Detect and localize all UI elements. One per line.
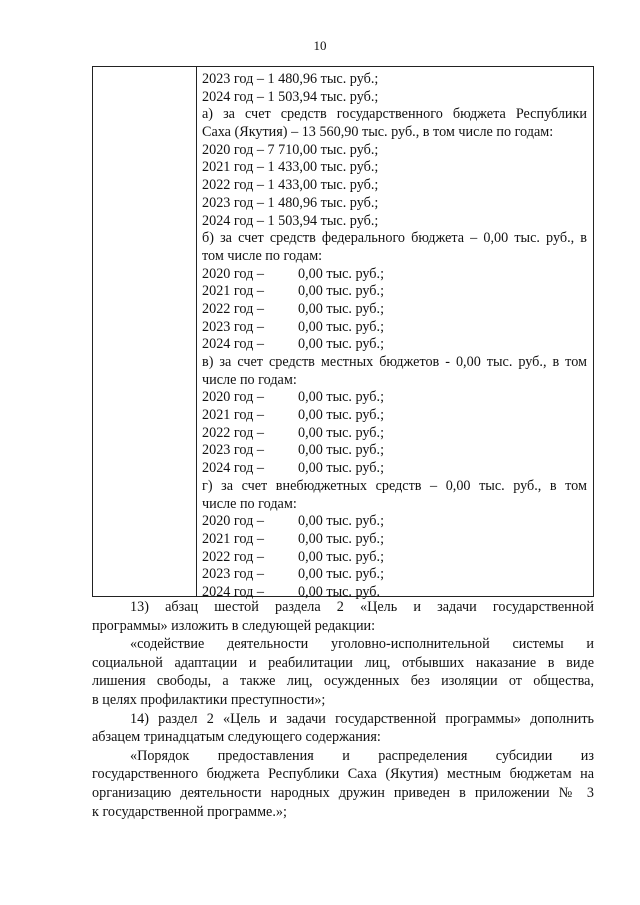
table-line: 2023 год – 1 480,96 тыс. руб.; [202,194,379,211]
year-label: 2022 год – [202,300,264,317]
table-line: 2024 год – 1 503,94 тыс. руб.; [202,88,379,105]
amount-value: 0,00 тыс. руб.; [298,548,385,565]
table-line: в) за счет средств местных бюджетов - 0,00 тыс. руб., в том [202,354,587,370]
amendment-text [92,598,594,821]
year-label: 2024 год – [202,460,264,477]
year-label: 2021 год – [202,530,264,547]
amount-value: 0,00 тыс. руб.; [298,300,385,317]
amount-value: 0,00 тыс. руб.; [298,407,385,424]
paragraph-line: в целях профилактики преступности»; [92,691,326,708]
table-line [202,549,587,567]
table-line [202,442,587,460]
table-line [202,531,587,549]
paragraph-line: программы» изложить в следующей редакции: [92,617,376,634]
table-line [202,566,587,584]
table-line: а) за счет средств государственного бюджета Республики [202,106,587,123]
table-line: 2021 год – 1 433,00 тыс. руб.; [202,159,379,176]
amount-value: 0,00 тыс. руб.; [298,513,385,530]
amount-value: 0,00 тыс. руб.; [298,460,385,477]
table-line [202,460,587,478]
year-label: 2024 год – [202,336,264,353]
year-label: 2020 год – [202,265,264,282]
amount-value: 0,00 тыс. руб.; [298,265,385,282]
year-label: 2021 год – [202,407,264,424]
table-right-cell [202,71,587,602]
table-line: 2024 год – 1 503,94 тыс. руб.; [202,212,379,229]
table-left-cell [93,67,197,596]
table-line [202,301,587,319]
year-label: 2020 год – [202,389,264,406]
year-label: 2023 год – [202,442,264,459]
paragraph-line: государственного бюджета Республики Саха (Якутия) местным бюджетам на [92,766,594,783]
funding-table [92,66,594,600]
table-line: 2023 год – 1 480,96 тыс. руб.; [202,71,379,87]
paragraph-line: к государственной программе.»; [92,803,287,820]
table-line [202,319,587,337]
amount-value: 0,00 тыс. руб.; [298,530,385,547]
amount-value: 0,00 тыс. руб.; [298,442,385,459]
paragraph-line: абзацем тринадцатым следующего содержания: [92,729,381,746]
amount-value: 0,00 тыс. руб.; [298,283,385,300]
table-line [202,513,587,531]
table-line [202,425,587,443]
table-line: 2022 год – 1 433,00 тыс. руб.; [202,177,379,194]
table-line [202,389,587,407]
paragraph-line: социальной адаптации и реабилитации лиц, отбывших наказание в виде [92,654,594,671]
table-line: том числе по годам: [202,247,323,264]
table-line: числе по годам: [202,495,297,512]
year-label: 2023 год – [202,566,264,583]
year-label: 2022 год – [202,548,264,565]
table-line: Саха (Якутия) – 13 560,90 тыс. руб., в том числе по годам: [202,124,554,141]
year-label: 2021 год – [202,283,264,300]
table-line [202,407,587,425]
table-line: г) за счет внебюджетных средств – 0,00 тыс. руб., в том [202,477,587,494]
paragraph-line: 13) абзац шестой раздела 2 «Цель и задачи государственной [130,599,594,615]
year-label: 2024 год – [202,583,264,600]
table-line [202,283,587,301]
table-line: б) за счет средств федерального бюджета – 0,00 тыс. руб., в [202,230,587,247]
amount-value: 0,00 тыс. руб.; [298,318,385,335]
paragraph-line: организацию деятельности народных дружин приведен в приложении № 3 [92,784,594,801]
amount-value: 0,00 тыс. руб. [298,583,381,600]
year-label: 2022 год – [202,424,264,441]
table-line [202,336,587,354]
paragraph-line: 14) раздел 2 «Цель и задачи государственной программы» дополнить [130,710,594,727]
page-number: 10 [313,38,327,53]
table-line: числе по годам: [202,371,297,388]
table-line [202,266,587,284]
paragraph-line: «содействие деятельности уголовно-исполнительной системы и [130,636,594,653]
amount-value: 0,00 тыс. руб.; [298,336,385,353]
year-label: 2020 год – [202,513,264,530]
year-label: 2023 год – [202,318,264,335]
paragraph-line: «Порядок предоставления и распределения субсидии из [130,747,594,764]
amount-value: 0,00 тыс. руб.; [298,389,385,406]
table-line: 2020 год – 7 710,00 тыс. руб.; [202,141,379,158]
paragraph-line: лишения свободы, а также лиц, осужденных без изоляции от общества, [92,673,594,690]
amount-value: 0,00 тыс. руб.; [298,424,385,441]
amount-value: 0,00 тыс. руб.; [298,566,385,583]
